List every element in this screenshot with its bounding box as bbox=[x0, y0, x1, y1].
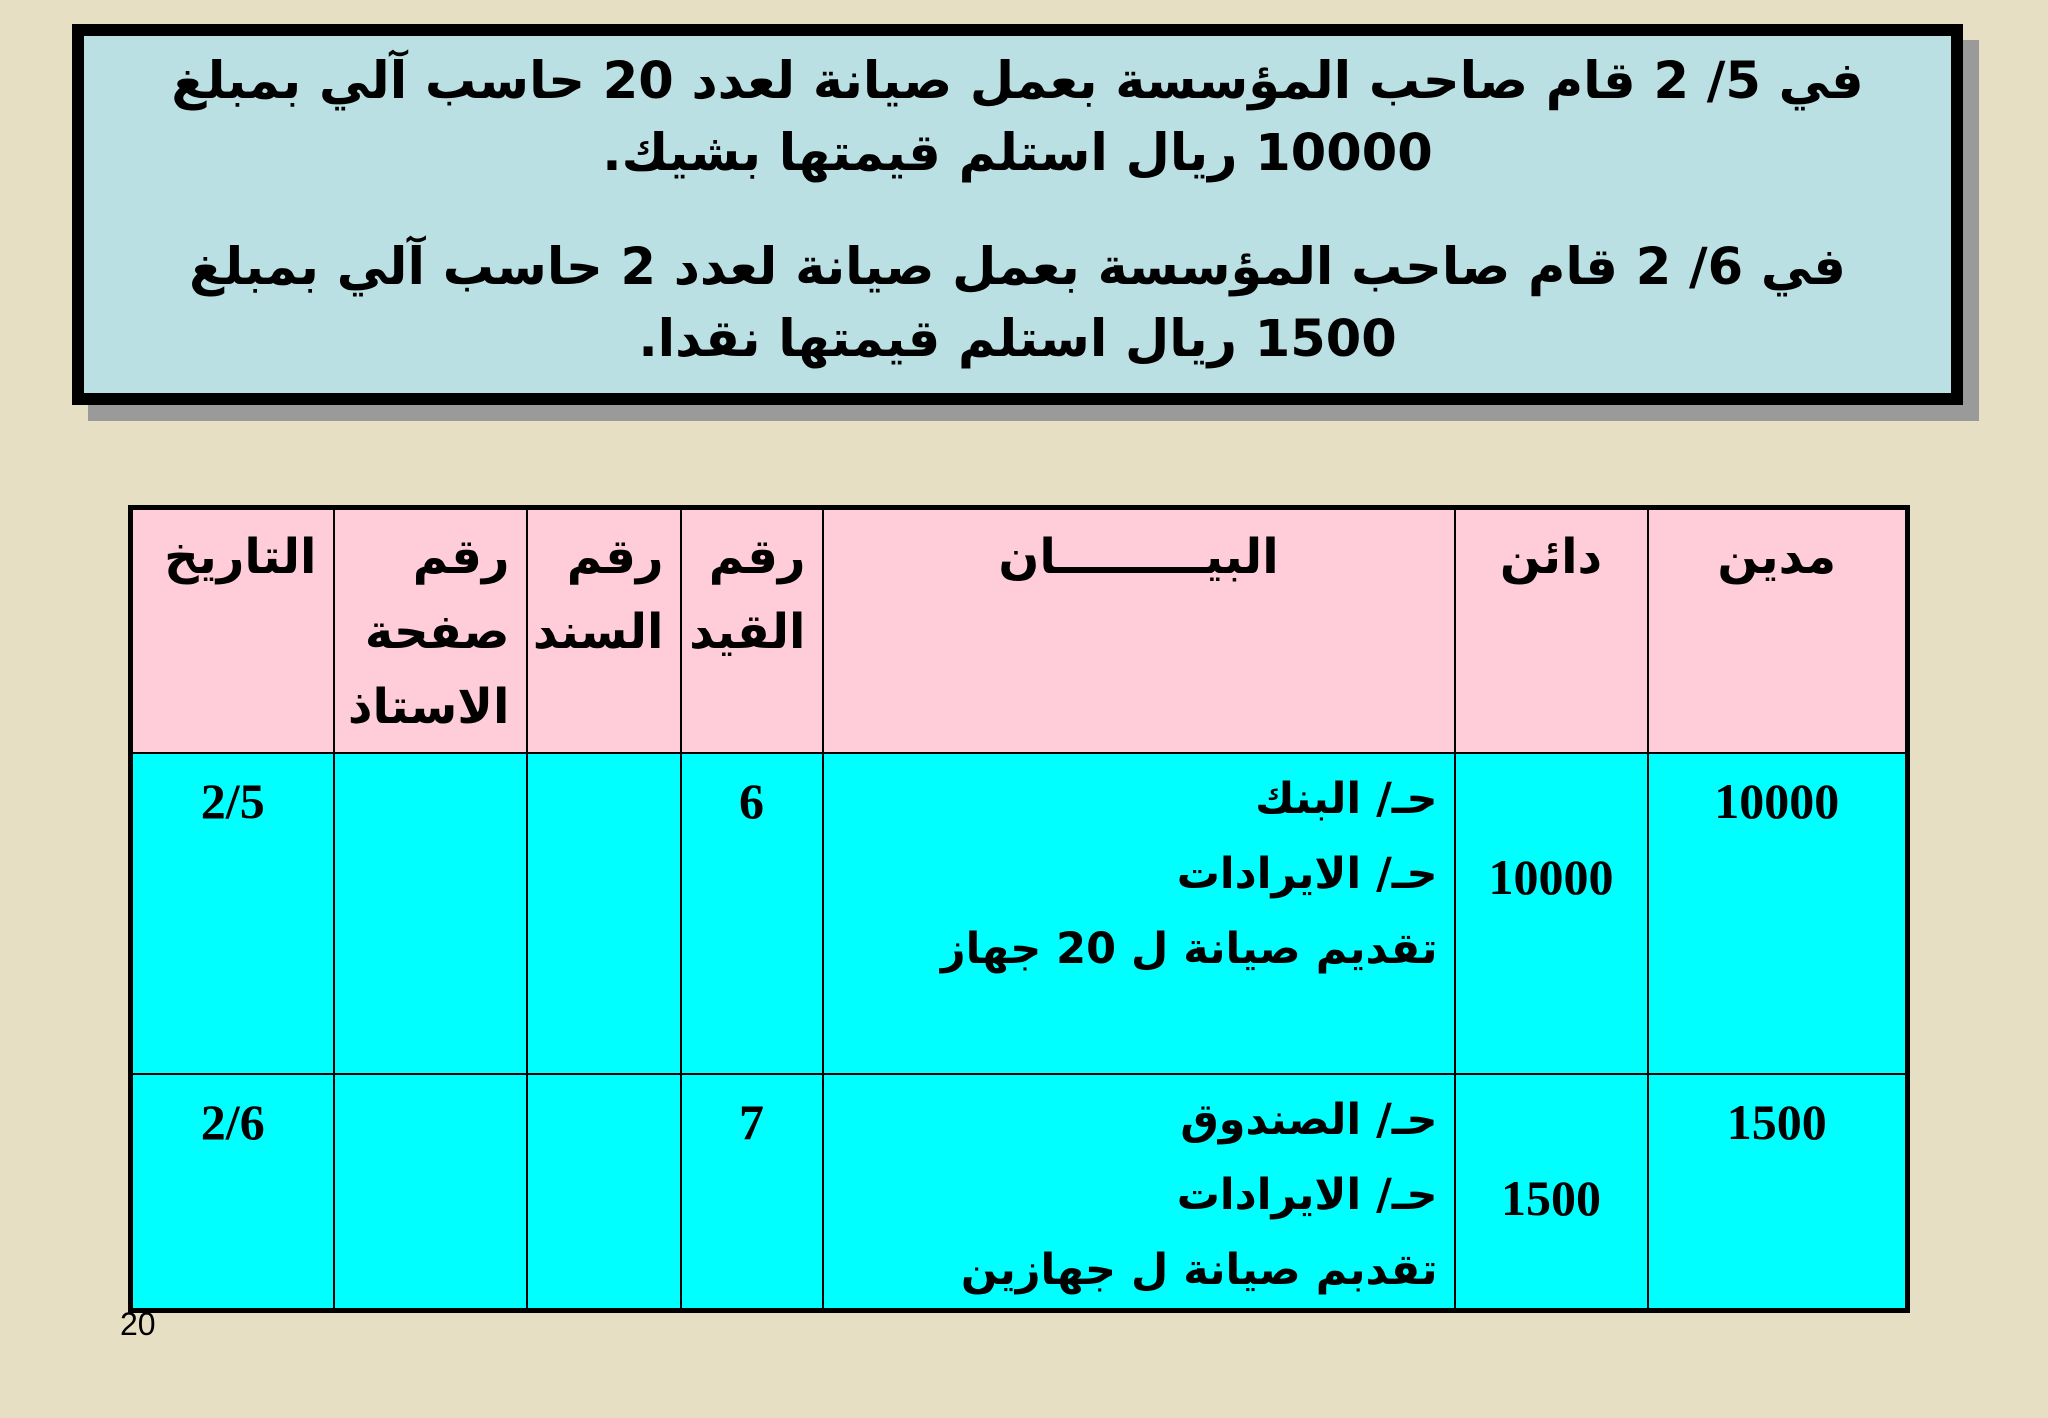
description-cell bbox=[823, 753, 1455, 1074]
header-description: البيـــــــــان bbox=[823, 508, 1455, 753]
table-header-row bbox=[131, 508, 1908, 753]
header-ledger-page: رقم صفحة الاستاذ bbox=[334, 508, 527, 753]
entry-no-cell bbox=[681, 753, 823, 1074]
credit-amount: 10000 bbox=[1488, 848, 1614, 905]
slide-number: 20 bbox=[120, 1306, 156, 1342]
problem-line-2: في 6/ 2 قام صاحب المؤسسة بعمل صيانة لعدد 2 حاسب آلي بمبلغ 1500 ريال استلم قيمتها نقدا. bbox=[189, 238, 1846, 369]
problem-statement-box bbox=[72, 24, 1963, 405]
entry-explanation: تقديم صيانة ل 20 جهاز bbox=[940, 923, 1438, 974]
entry-number: 6 bbox=[739, 772, 764, 829]
header-voucher-no: رقم السند bbox=[527, 508, 681, 753]
voucher-no-cell bbox=[527, 1074, 681, 1311]
debit-account: حـ/ الصندوق bbox=[1180, 1094, 1438, 1145]
debit-amount: 1500 bbox=[1726, 1093, 1827, 1150]
credit-account: حـ/ الايرادات bbox=[1176, 848, 1438, 899]
debit-cell bbox=[1648, 1074, 1908, 1311]
date-cell bbox=[131, 753, 334, 1074]
header-date: التاريخ bbox=[131, 508, 334, 753]
debit-account: حـ/ البنك bbox=[1255, 773, 1438, 824]
entry-explanation: تقدبم صيانة ل جهازين bbox=[960, 1244, 1438, 1295]
entry-number: 7 bbox=[739, 1093, 764, 1150]
entry-no-cell bbox=[681, 1074, 823, 1311]
header-debit: مدين bbox=[1648, 508, 1908, 753]
header-credit: دائن bbox=[1455, 508, 1648, 753]
journal-table bbox=[128, 505, 1910, 1313]
description-cell bbox=[823, 1074, 1455, 1311]
credit-amount: 1500 bbox=[1501, 1169, 1601, 1226]
credit-account: حـ/ الايرادات bbox=[1176, 1169, 1438, 1220]
ledger-page-cell bbox=[334, 753, 527, 1074]
credit-cell bbox=[1455, 1074, 1648, 1311]
debit-cell bbox=[1648, 753, 1908, 1074]
date-cell bbox=[131, 1074, 334, 1311]
voucher-no-cell bbox=[527, 753, 681, 1074]
problem-line-1: في 5/ 2 قام صاحب المؤسسة بعمل صيانة لعدد 20 حاسب آلي بمبلغ 10000 ريال استلم قيمتها بشيك. bbox=[171, 52, 1864, 183]
entry-date: 2/5 bbox=[200, 772, 265, 829]
header-entry-no: رقم القيد bbox=[681, 508, 823, 753]
ledger-page-cell bbox=[334, 1074, 527, 1311]
credit-cell bbox=[1455, 753, 1648, 1074]
debit-amount: 10000 bbox=[1714, 772, 1840, 829]
entry-date: 2/6 bbox=[200, 1093, 265, 1150]
table-row bbox=[131, 1074, 1908, 1311]
table-row bbox=[131, 753, 1908, 1074]
